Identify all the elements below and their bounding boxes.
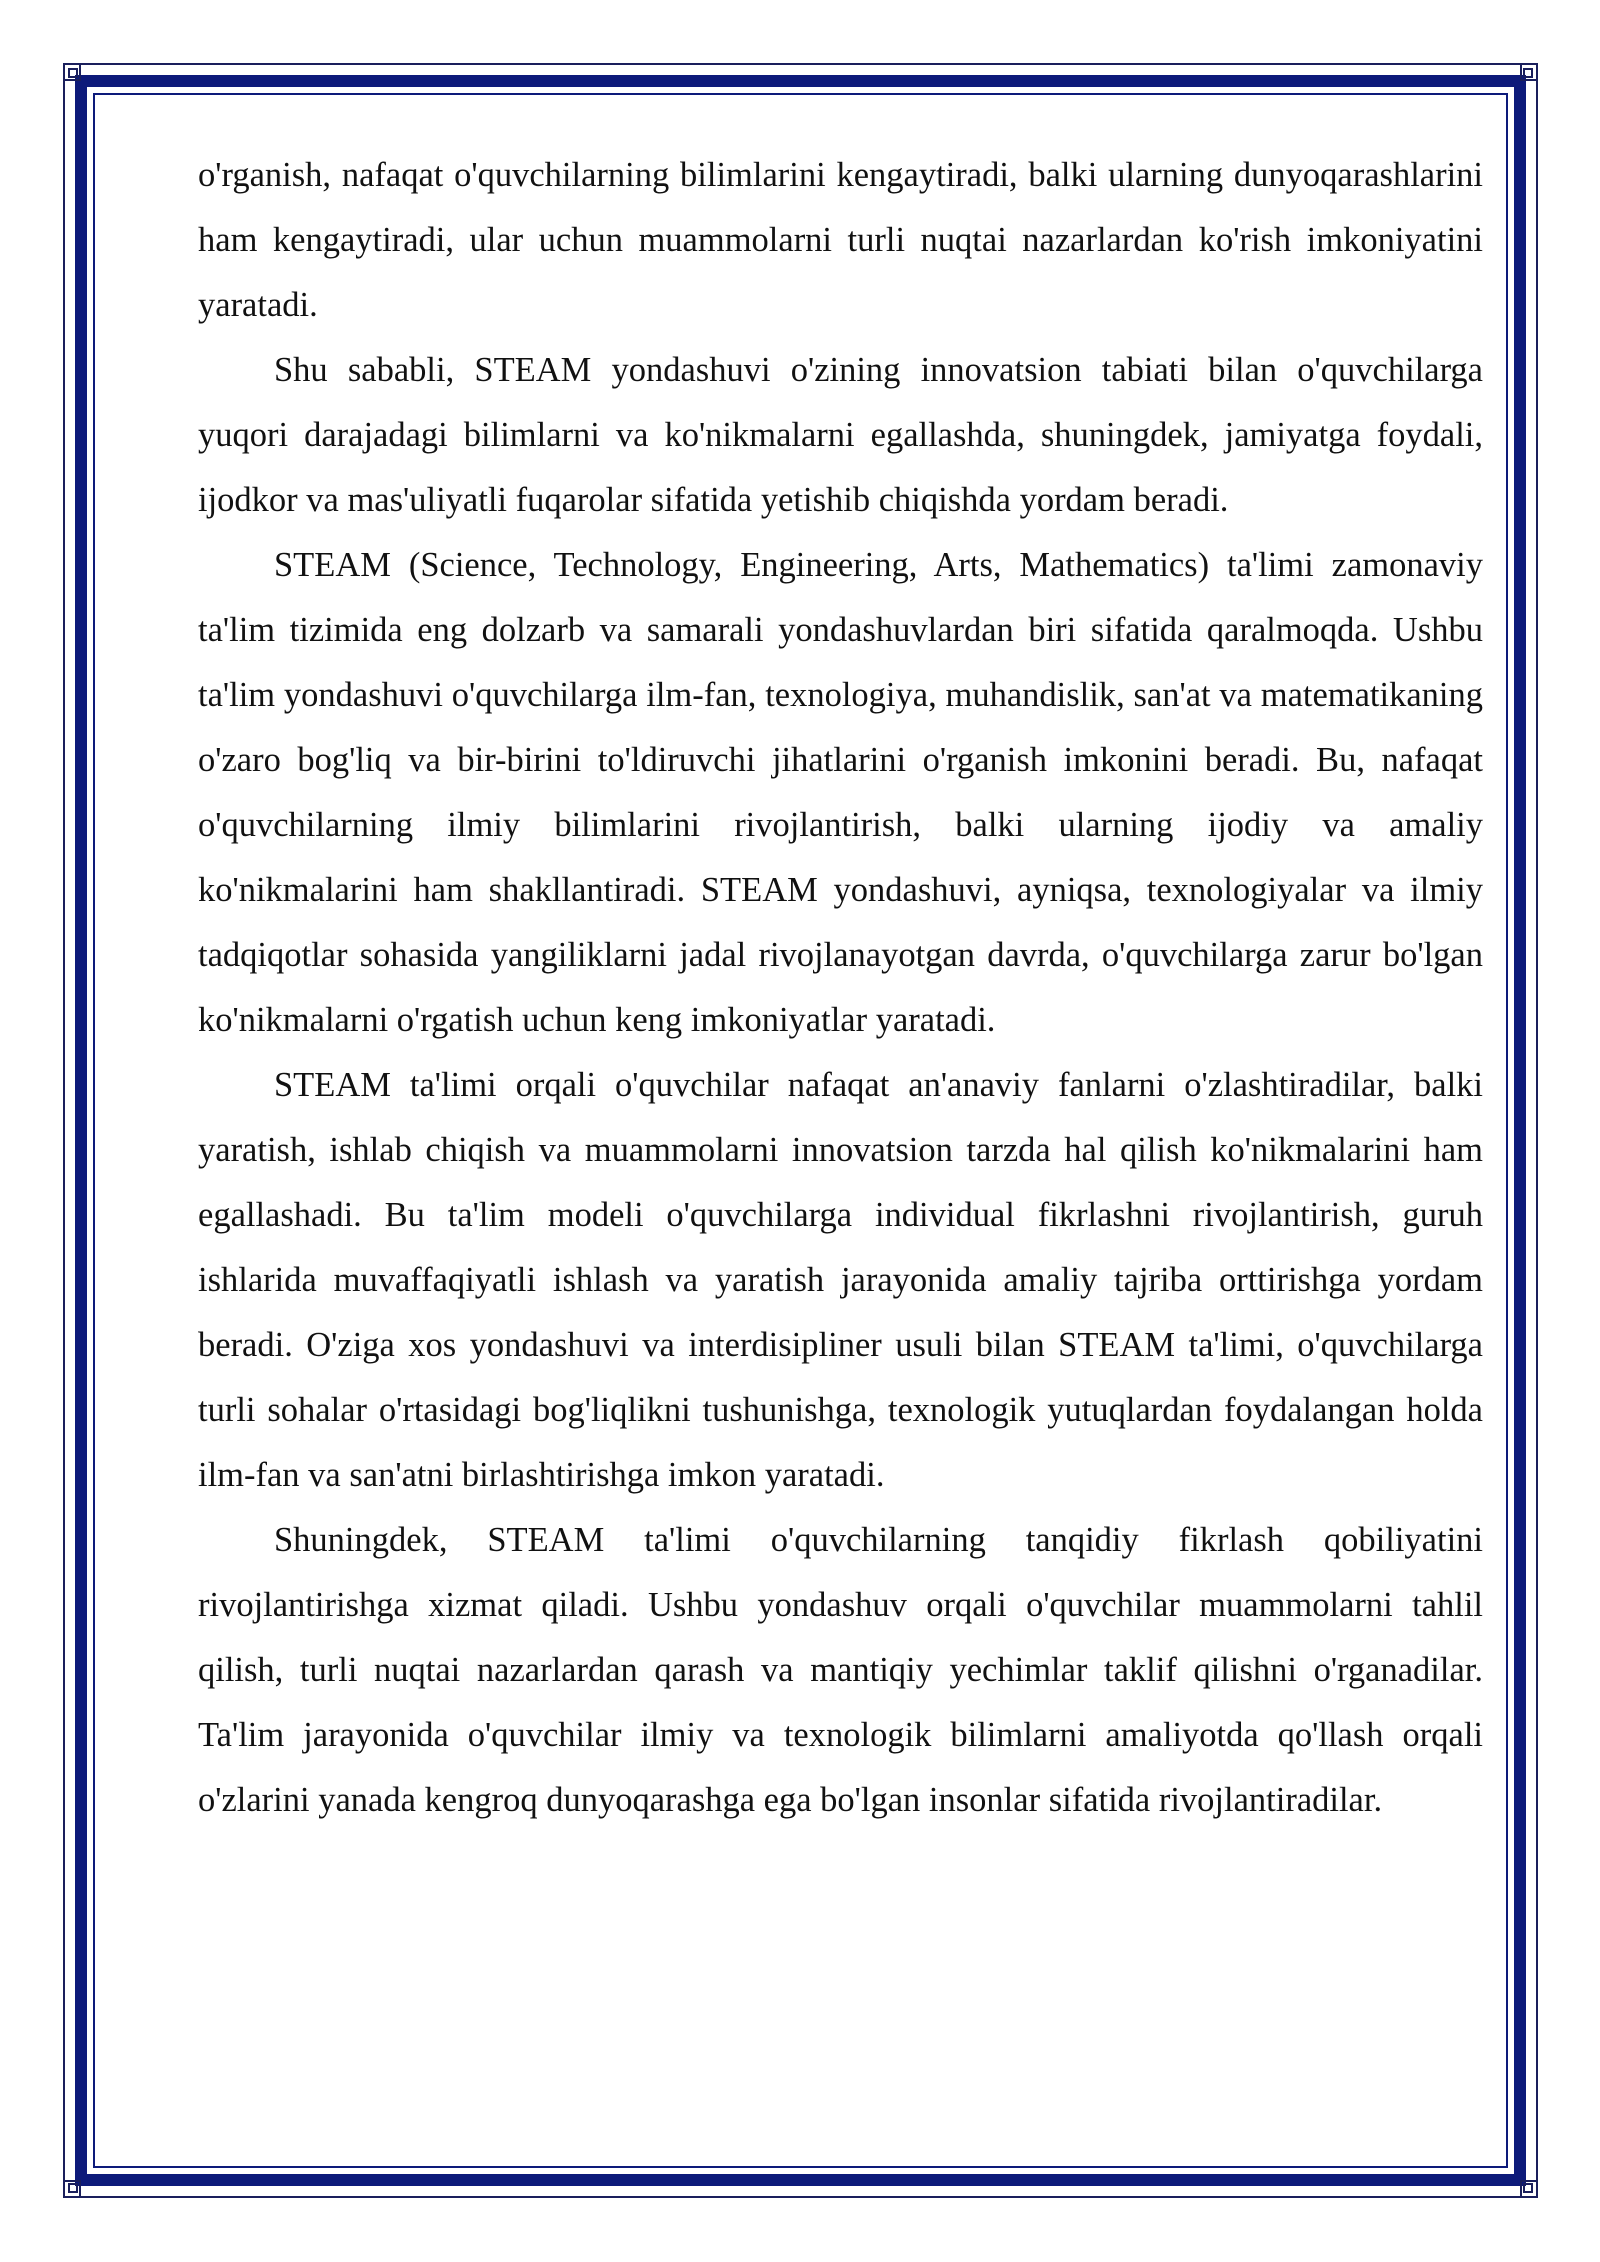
corner-ornament-icon xyxy=(1498,63,1538,103)
corner-ornament-icon xyxy=(1498,2158,1538,2198)
paragraph-steam-definition: STEAM (Science, Technology, Engineering, Arts, Mathematics) ta'limi zamonaviy ta'lim tizimida eng dolzarb va samarali yondashuvlardan biri sifatida qaralmoqda. Ushbu ta'lim yondashuvi o'quvchilarga ilm-fan, texnologiya, muhandislik, san'at va matematikaning o'zaro bog'liq va bir-birini to'ldiruvchi jihatlarini o'rganish imkonini beradi. Bu, nafaqat o'quvchilarning ilmiy bilimlarini rivojlantirish, balki ularning ijodiy va amaliy ko'nikmalarini ham shakllantiradi. STEAM yondashuvi, ayniqsa, texnologiyalar va ilmiy tadqiqotlar sohasida yangiliklarni jadal rivojlanayotgan davrda, o'quvchilarga zarur bo'lgan ko'nikmalarni o'rgatish uchun keng imkoniyatlar yaratadi. xyxy=(198,546,1483,1039)
paragraph-steam-skills: STEAM ta'limi orqali o'quvchilar nafaqat an'anaviy fanlarni o'zlashtiradilar, balki yaratish, ishlab chiqish va muammolarni innovatsion tarzda hal qilish ko'nikmalarini ham egallashadi. Bu ta'lim modeli o'quvchilarga individual fikrlashni rivojlantirish, guruh ishlarida muvaffaqiyatli ishlash va yaratish jarayonida amaliy tajriba orttirishga yordam beradi. O'ziga xos yondashuvi va interdisipliner usuli bilan STEAM ta'limi, o'quvchilarga turli sohalar o'rtasidagi bog'liqlikni tushunishga, texnologik yutuqlardan foydalangan holda ilm-fan va san'atni birlashtirishga imkon yaratadi. xyxy=(198,1066,1483,1494)
paragraph-continuation: o'rganish, nafaqat o'quvchilarning bilimlarini kengaytiradi, balki ularning dunyoqarashlarini ham kengaytiradi, ular uchun muammolarni turli nuqtai nazarlardan ko'rish imkoniyatini yaratadi. xyxy=(198,156,1483,324)
paragraph-critical-thinking: Shuningdek, STEAM ta'limi o'quvchilarning tanqidiy fikrlash qobiliyatini rivojlantirishga xizmat qiladi. Ushbu yondashuv orqali o'quvchilar muammolarni tahlil qilish, turli nuqtai nazarlardan qarash va mantiqiy yechimlar taklif qilishni o'rganadilar. Ta'lim jarayonida o'quvchilar ilmiy va texnologik bilimlarni amaliyotda qo'llash orqali o'zlarini yanada kengroq dunyoqarashga ega bo'lgan insonlar sifatida rivojlantiradilar. xyxy=(198,1521,1483,1819)
paragraph-steam-innovative-nature: Shu sababli, STEAM yondashuvi o'zining innovatsion tabiati bilan o'quvchilarga yuqori darajadagi bilimlarni va ko'nikmalarni egallashda, shuningdek, jamiyatga foydali, ijodkor va mas'uliyatli fuqarolar sifatida yetishib chiqishda yordam beradi. xyxy=(198,351,1483,519)
corner-ornament-icon xyxy=(63,63,103,103)
document-body xyxy=(198,143,1483,1833)
corner-ornament-icon xyxy=(63,2158,103,2198)
